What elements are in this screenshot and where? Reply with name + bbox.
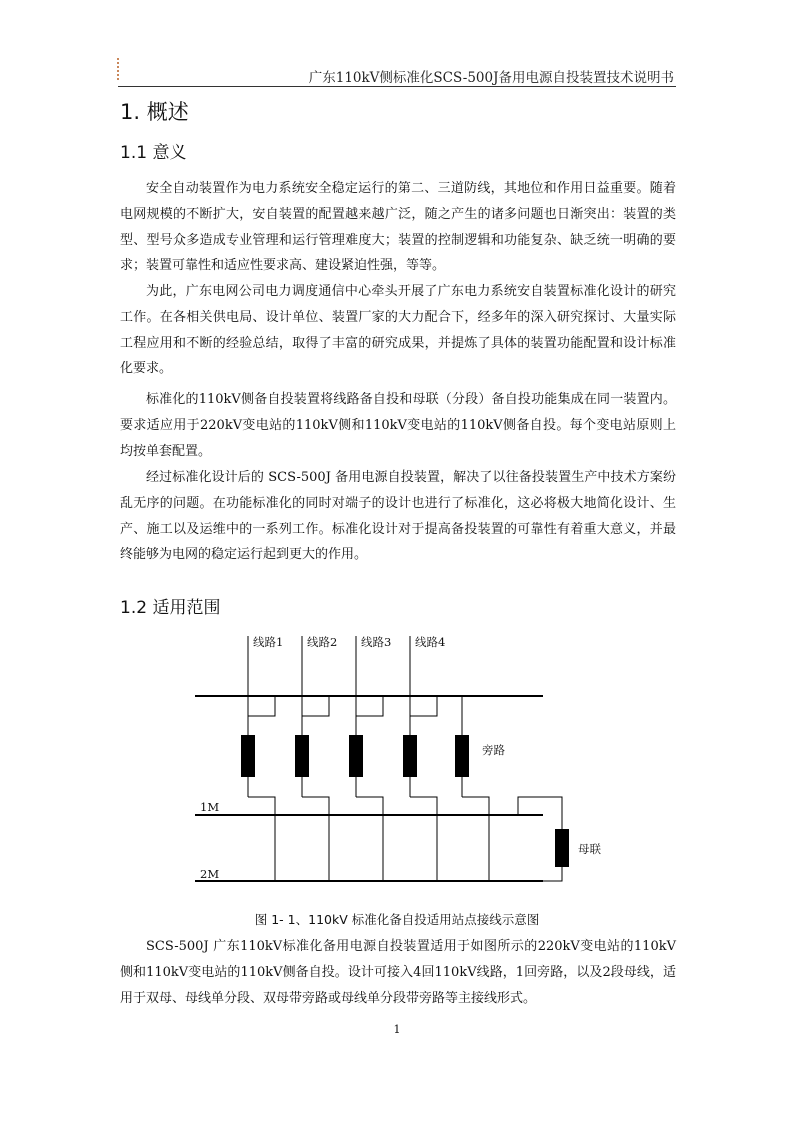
page-number: 1	[393, 1023, 401, 1036]
breaker-icon	[349, 735, 363, 777]
breaker-icon	[241, 735, 255, 777]
bus-2m-label: 2M	[200, 867, 220, 881]
paragraph: 安全自动装置作为电力系统安全稳定运行的第二、三道防线，其地位和作用日益重要。随着电网规模的不断扩大，安自装置的配置越来越广泛，随之产生的诸多问题也日渐突出：装置的类型、型号众多造成专业管理和运行管理难度大；装置的控制逻辑和功能复杂、缺乏统一明确的要求；装置可靠性和适应性要求高、建设紧迫性强，等等。	[120, 181, 676, 274]
line-label-2: 线路2	[307, 635, 338, 649]
bus-1m-label: 1M	[200, 800, 220, 814]
coupler-label: 母联	[578, 842, 601, 856]
bypass-label: 旁路	[482, 743, 505, 757]
breaker-icon	[295, 735, 309, 777]
section-heading-1: 1. 概述	[120, 100, 189, 124]
figure-caption: 图 1- 1、110kV 标准化备自投适用站点接线示意图	[254, 912, 540, 927]
section-heading-1-1: 1.1 意义	[120, 143, 187, 163]
line-label-3: 线路3	[361, 635, 392, 649]
paragraph: 为此，广东电网公司电力调度通信中心牵头开展了广东电力系统安自装置标准化设计的研究工作。在各相关供电局、设计单位、装置厂家的大力配合下，经多年的深入研究探讨、大量实际工程应用和不断的经验总结，取得了丰富的研究成果，并提炼了具体的装置功能配置和设计标准化要求。	[120, 284, 676, 377]
breaker-icon	[455, 735, 469, 777]
section-heading-1-2: 1.2 适用范围	[120, 598, 221, 618]
breaker-icon	[403, 735, 417, 777]
line-label-4: 线路4	[415, 635, 446, 649]
header-title: 广东110kV侧标准化SCS-500J备用电源自投装置技术说明书	[308, 70, 674, 86]
paragraph: SCS-500J 广东110kV标准化备用电源自投装置适用于如图所示的220kV变电站的110kV侧和110kV变电站的110kV侧备自投。设计可接入4回110kV线路，1回旁路，以及2段母线，适用于双母、母线单分段、双母带旁路或母线单分段带旁路等主接线形式。	[120, 939, 676, 1006]
line-label-1: 线路1	[253, 635, 284, 649]
paragraph: 经过标准化设计后的 SCS-500J 备用电源自投装置，解决了以往备投装置生产中技术方案纷乱无序的问题。在功能标准化的同时对端子的设计也进行了标准化，这必将极大地简化设计、生产、施工以及运维中的一系列工作。标准化设计对于提高备投装置的可靠性有着重大意义，并最终能够为电网的稳定运行起到更大的作用。	[120, 470, 676, 563]
breaker-icon	[555, 829, 569, 867]
paragraph: 标准化的110kV侧备自投装置将线路备自投和母联（分段）备自投功能集成在同一装置内。要求适应用于220kV变电站的110kV侧和110kV变电站的110kV侧备自投。每个变电站原则上均按单套配置。	[120, 392, 676, 459]
